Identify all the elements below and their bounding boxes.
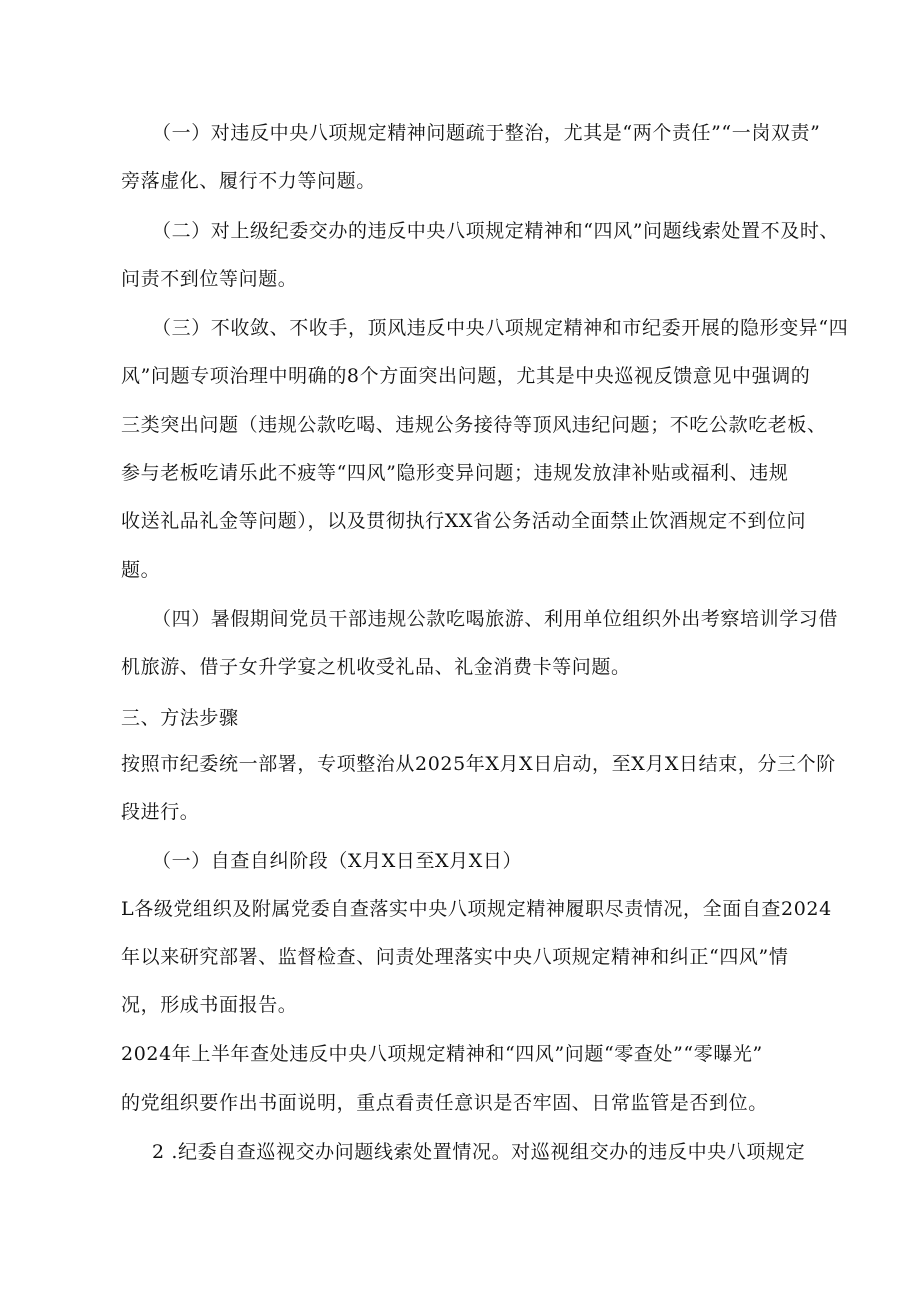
text-line: 机旅游、借子女升学宴之机收受礼品、礼金消费卡等问题。 xyxy=(121,656,631,678)
text-line: 的党组织要作出书面说明，重点看责任意识是否牢固、日常监管是否到位。 xyxy=(121,1092,768,1114)
text-line: 题。 xyxy=(121,559,161,581)
section-heading-text: 三、方法步骤 xyxy=(121,707,239,729)
text-line: 况，形成书面报告。 xyxy=(121,994,298,1016)
text-line: 段进行。 xyxy=(121,801,200,823)
text-line: 2024年上半年查处违反中央八项规定精神和“四风”问题“零查处”“零曝光” xyxy=(121,1043,763,1065)
text-line: 旁落虚化、履行不力等问题。 xyxy=(121,170,376,192)
text-line: L各级党组织及附属党委自查落实中央八项规定精神履职尽责情况，全面自查2024 xyxy=(121,898,832,920)
text-line: 2 .纪委自查巡视交办问题线索处置情况。对巡视组交办的违反中央八项规定 xyxy=(152,1141,806,1163)
text-line: 风”问题专项治理中明确的8个方面突出问题，尤其是中央巡视反馈意见中强调的 xyxy=(121,365,811,387)
text-line: 收送礼品礼金等问题），以及贯彻执行XX省公务活动全面禁止饮酒规定不到位问 xyxy=(121,510,807,532)
text-line: （一）对违反中央八项规定精神问题疏于整治，尤其是“两个责任”“一岗双责” xyxy=(152,122,821,144)
text-line: 参与老板吃请乐此不疲等“四风”隐形变异问题；违规发放津补贴或福利、违规 xyxy=(121,462,789,484)
stage-heading-text: （一）自查自纠阶段（X月X日至X月X日） xyxy=(152,850,523,872)
text-line: 年以来研究部署、监督检查、问责处理落实中央八项规定精神和纠正“四风”情 xyxy=(121,946,789,968)
text-line: 三类突出问题（违规公款吃喝、违规公务接待等顶风违纪问题；不吃公款吃老板、 xyxy=(121,414,827,436)
text-line: （三）不收敛、不收手，顶风违反中央八项规定精神和市纪委开展的隐形变异“四 xyxy=(152,317,849,339)
text-line: 按照市纪委统一部署，专项整治从2025年X月X日启动，至X月X日结束，分三个阶 xyxy=(121,753,836,775)
text-line: （二）对上级纪委交办的违反中央八项规定精神和“四风”问题线索处置不及时、 xyxy=(152,220,840,242)
text-line: （四）暑假期间党员干部违规公款吃喝旅游、利用单位组织外出考察培训学习借 xyxy=(152,608,839,630)
text-line: 问责不到位等问题。 xyxy=(121,268,298,290)
